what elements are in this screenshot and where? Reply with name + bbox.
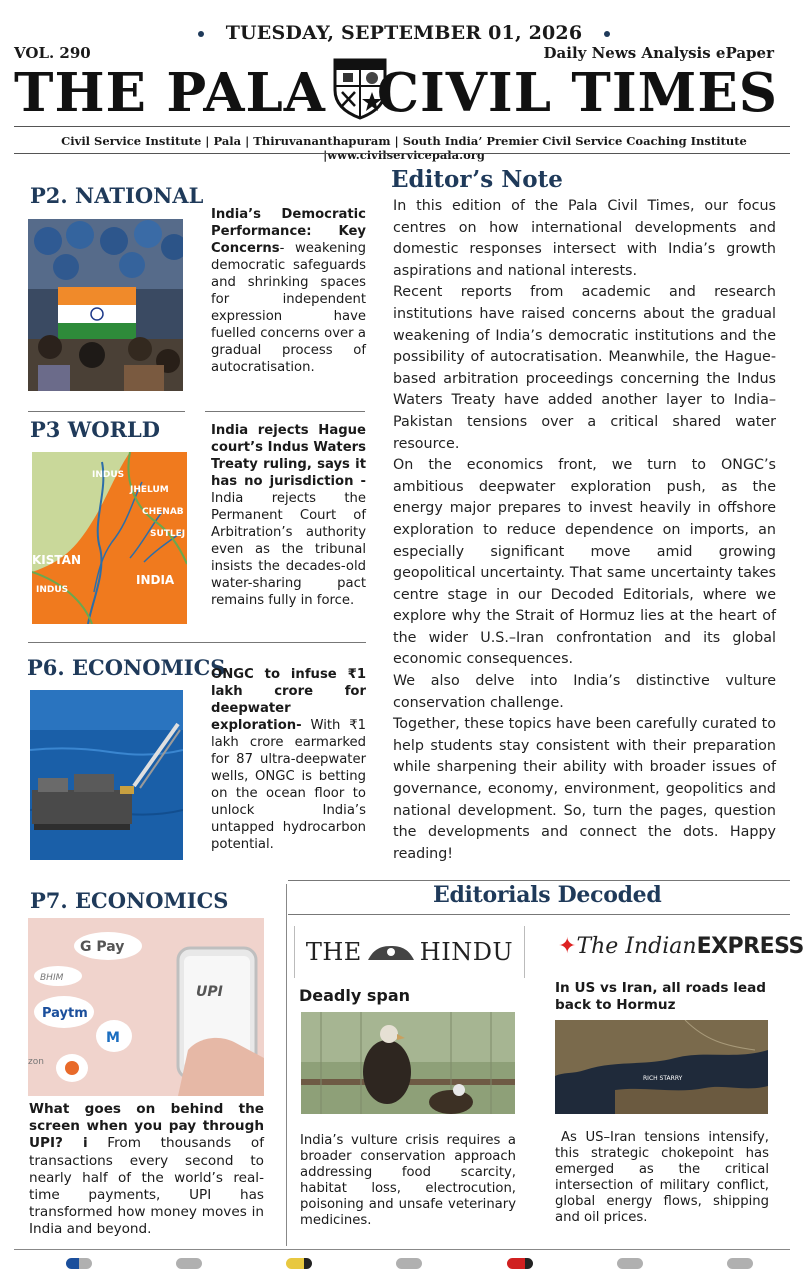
masthead-divider	[14, 153, 790, 154]
page-indicator-dot[interactable]	[286, 1258, 312, 1269]
world-story-title: India rejects Hague court’s Indus Waters Treaty ruling, says it has no jurisdiction -	[211, 423, 366, 489]
editor-paragraph: We also delve into India’s distinctive vulture conservation challenge.	[393, 673, 776, 711]
national-story-text: - weakening democratic safeguards and shrinking spaces for independent expression have fuelled concerns over a gradual process of autocratisation.	[211, 241, 366, 375]
protest-photo[interactable]	[28, 219, 183, 391]
economics-story-text: With ₹1 lakh crore earmarked for 87 ultra-deepwater wells, ONGC is betting on the ocean floor to unlock India’s untapped hydrocarbon potential.	[211, 718, 366, 852]
section-heading-world: P3 WORLD	[30, 417, 161, 442]
amazon-label: zon	[28, 1057, 44, 1067]
indian-express-logo	[558, 934, 804, 959]
masthead-title-left: THE PALA	[14, 62, 326, 124]
edition-label: Daily News Analysis ePaper	[543, 44, 774, 62]
hormuz-map-image	[555, 1020, 768, 1114]
map-label: INDUS	[36, 585, 69, 595]
page-indicator-dot[interactable]	[176, 1258, 202, 1269]
dateline	[0, 22, 808, 44]
editor-paragraph: Together, these topics have been carefully curated to help students stay consistent with their preparation while sharpening their ability with broader issues of governance, economy, environment, geopolitics and national development. So, turn the pages, question the developments and connect the dots. Happy reading!	[393, 716, 776, 862]
map-label: INDUS	[92, 470, 125, 480]
indus-map-image	[32, 452, 187, 624]
upi-story[interactable]	[29, 1101, 264, 1239]
upi-photo[interactable]	[28, 918, 264, 1096]
page-indicator-dot[interactable]	[617, 1258, 643, 1269]
economics-story[interactable]	[211, 666, 366, 853]
svg-text:M: M	[106, 1030, 120, 1046]
vulture-photo[interactable]	[301, 1012, 515, 1114]
economics-story-title: ONGC to infuse ₹1 lakh crore for deepwater exploration-	[211, 667, 366, 733]
hindu-editorial-title[interactable]: Deadly span	[299, 986, 411, 1005]
bhim-label: BHIM	[40, 973, 64, 983]
national-story-title: India’s Democratic Performance: Key Concerns	[211, 207, 366, 256]
map-label: CHENAB	[142, 507, 184, 517]
section-divider	[288, 880, 790, 881]
bullet-icon	[198, 31, 204, 37]
tagline: Civil Service Institute | Pala | Thiruvananthapuram | South India’ Premier Civil Service Coaching Institute |www.civilservicepala.org	[61, 134, 747, 162]
footer-divider	[14, 1249, 790, 1250]
world-story[interactable]	[211, 422, 366, 609]
info-icon: i	[83, 1135, 88, 1152]
masthead-title-right: CIVIL TIMES	[376, 62, 778, 124]
express-logo-a: The Indian	[576, 934, 697, 959]
offshore-rig-image	[30, 690, 183, 860]
indus-map[interactable]	[32, 452, 187, 624]
national-story[interactable]	[211, 206, 366, 376]
the-hindu-logo	[294, 926, 525, 978]
page-indicator-dot[interactable]	[66, 1258, 92, 1269]
masthead-divider	[14, 126, 790, 127]
express-editorial-text: As US–Iran tensions intensify, this strategic chokepoint has emerged as the critical intersection of military conflict, global energy flows, shipping and oil prices.	[555, 1130, 769, 1225]
map-label: SUTLEJ	[150, 529, 186, 539]
editor-paragraph: On the economics front, we turn to ONGC’s ambitious deepwater exploration push, as the energy major prepares to invest heavily in offshore exploration to reduce dependence on imports, an especially significant move amid growing geopolitical uncertainty. That same uncertainty takes centre stage in our Decoded Editorials, where we explore why the Strait of Hormuz lies at the heart of the wider U.S.–Iran confrontation and its global economic consequences.	[393, 457, 776, 668]
world-story-text: India rejects the Permanent Court of Arbitration’s authority even as the tribunal insists the decades-old water-sharing pact remains fully in force.	[211, 491, 366, 608]
bullet-icon	[604, 31, 610, 37]
hindu-editorial-text: India’s vulture crisis requires a broader conservation approach addressing food scarcity, habitat loss, electrocution, poisoning and unsafe veterinary medicines.	[300, 1133, 516, 1228]
express-logo-b: EXPRESS	[696, 934, 804, 959]
hindu-logo-right: HINDU	[419, 938, 514, 966]
issue-date: TUESDAY, SEPTEMBER 01, 2026	[225, 22, 583, 44]
section-heading-national: P2. NATIONAL	[30, 183, 204, 208]
hormuz-map[interactable]	[555, 1020, 768, 1114]
volume-number: VOL. 290	[14, 44, 91, 62]
upi-story-text: From thousands of transactions every second to nearly half of the world’s real-time payments, UPI has transformed how money moves in India and beyond.	[29, 1135, 264, 1238]
page-indicator-dot[interactable]	[507, 1258, 533, 1269]
editor-paragraph: Recent reports from academic and research institutions have raised concerns about the gradual weakening of India’s democratic institutions and the possibility of autocratisation. Meanwhile, the Hague-based arbitration proceedings concerning the Indus Waters Treaty have added another layer to India–Pakistan tensions over a critical shared water resource.	[393, 284, 776, 452]
section-divider	[205, 411, 365, 412]
protest-image	[28, 219, 183, 391]
hindu-emblem-icon	[364, 940, 418, 964]
section-divider	[28, 411, 185, 412]
paytm-label: Paytm	[42, 1006, 88, 1021]
page-indicator-dot[interactable]	[396, 1258, 422, 1269]
column-divider	[286, 884, 287, 1246]
editor-note-heading: Editor’s Note	[391, 166, 563, 193]
vulture-image	[301, 1012, 515, 1114]
map-label: INDIA	[136, 573, 175, 587]
map-label: JHELUM	[130, 485, 169, 495]
express-editorial-title[interactable]: In US vs Iran, all roads lead back to Hormuz	[555, 980, 767, 1013]
hindu-logo-left: THE	[305, 938, 362, 966]
express-star-icon: ✦	[558, 934, 577, 959]
offshore-rig-photo[interactable]	[30, 690, 183, 860]
section-divider	[288, 914, 790, 915]
section-heading-economics: P6. ECONOMICS	[27, 655, 226, 680]
map-label: KISTAN	[32, 553, 81, 567]
page-indicator-dot[interactable]	[727, 1258, 753, 1269]
gpay-label: G Pay	[80, 939, 125, 955]
upi-story-title: What goes on behind the screen when you pay through UPI?	[29, 1101, 264, 1152]
upi-image	[28, 918, 264, 1096]
section-divider	[28, 642, 366, 643]
editor-paragraph: In this edition of the Pala Civil Times, our focus centres on how international developments and domestic responses intersect with India’s growth aspirations and national interests.	[393, 198, 776, 279]
upi-logo-label: UPI	[196, 984, 223, 1000]
section-heading-economics-upi: P7. ECONOMICS	[30, 888, 229, 913]
editorials-decoded-heading: Editorials Decoded	[433, 882, 662, 908]
editor-note-body	[393, 196, 776, 865]
map-label: RICH STARRY	[643, 1075, 683, 1082]
